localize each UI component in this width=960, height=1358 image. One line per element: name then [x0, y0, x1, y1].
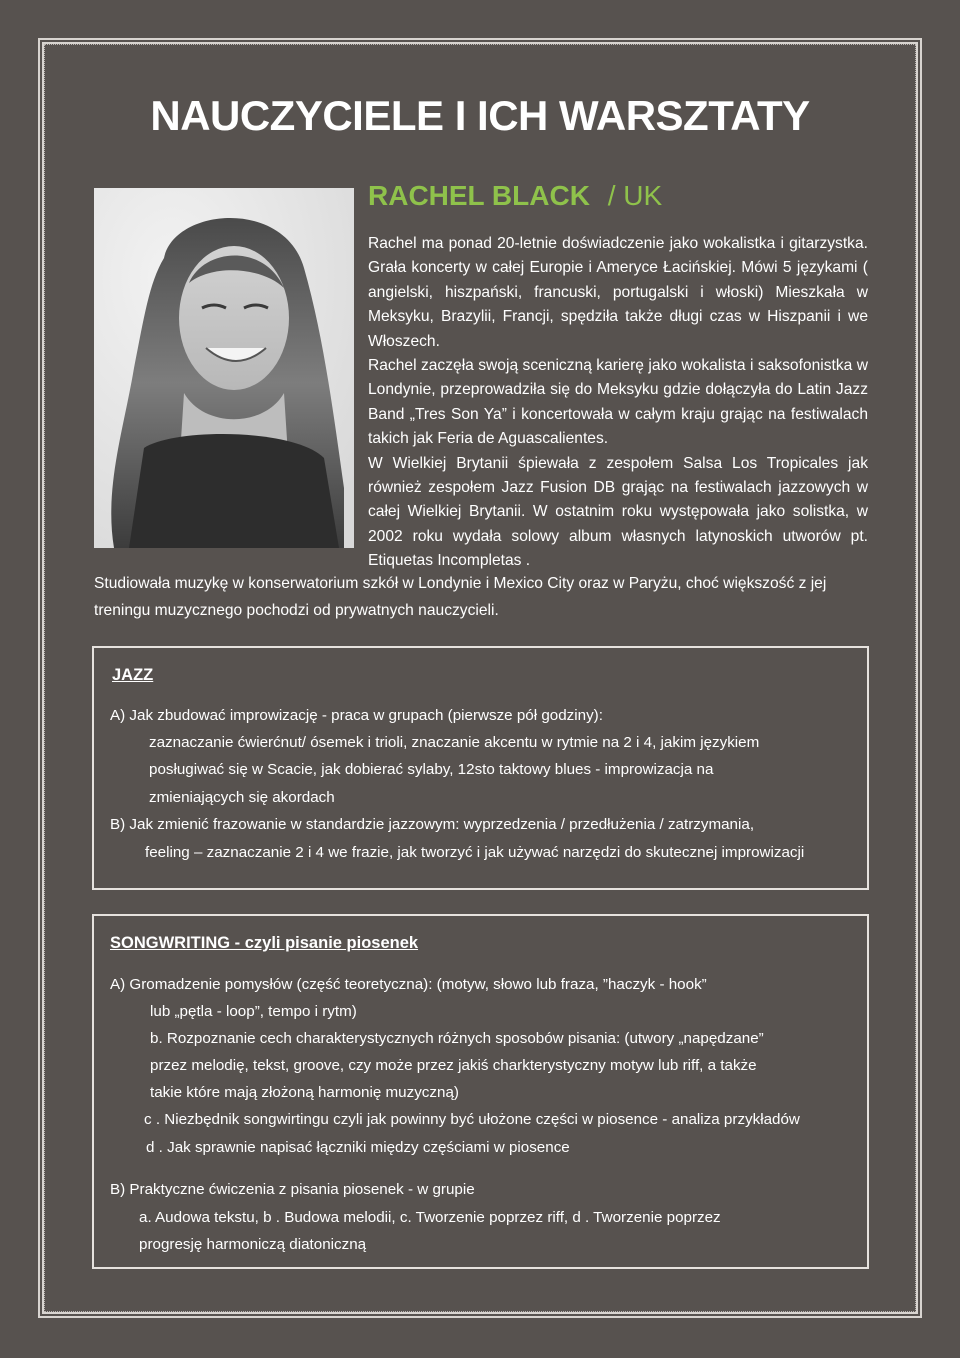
teacher-name: RACHEL BLACK: [368, 180, 590, 211]
songwriting-line: takie które mają złożoną harmonię muzyczną): [150, 1084, 459, 1101]
bio-paragraph: Rachel zaczęła swoją sceniczną karierę jako wokalista i saksofonistka w Londynie, przeprowadziła się do Meksyku gdzie dołączyła do Latin Jazz Band „Tres Son Ya” i koncertowała w całym kraju grając na festiwalach takich jak Feria de Aguascalientes.: [368, 357, 868, 448]
songwriting-line: c . Niezbędnik songwirtingu czyli jak powinny być ułożone części w piosence - analiza przykładów: [144, 1111, 800, 1128]
page-title: NAUCZYCIELE I ICH WARSZTATY: [150, 92, 810, 139]
jazz-title: JAZZ: [112, 666, 154, 684]
teacher-heading: [368, 180, 662, 212]
songwriting-line: lub „pętla - loop”, tempo i rytm): [150, 1003, 357, 1020]
songwriting-line: przez melodię, tekst, groove, czy może przez jakiś charkterystyczny motyw lub riff, a także: [150, 1057, 757, 1074]
teacher-bio-side: [368, 232, 868, 574]
songwriting-line: progresję harmoniczą diatoniczną: [139, 1236, 367, 1253]
jazz-line: A) Jak zbudować improwizację - praca w grupach (pierwsze pół godziny):: [110, 707, 603, 724]
songwriting-line: a. Audowa tekstu, b . Budowa melodii, c. Tworzenie poprzez riff, d . Tworzenie poprzez: [139, 1209, 721, 1226]
songwriting-workshop-box: [92, 914, 869, 1269]
songwriting-line: A) Gromadzenie pomysłów (część teoretyczna): (motyw, słowo lub fraza, ”haczyk - hook”: [110, 976, 707, 993]
teacher-photo: [94, 188, 354, 548]
teacher-country: / UK: [607, 180, 663, 211]
teacher-bio-full: Studiowała muzykę w konserwatorium szkół w Londynie i Mexico City oraz w Paryżu, choć większość z jej treningu muzycznego pochodzi od prywatnych nauczycieli.: [94, 575, 827, 619]
songwriting-line: b. Rozpoznanie cech charakterystycznych różnych sposobów pisania: (utwory „napędzane”: [150, 1030, 764, 1047]
songwriting-line: d . Jak sprawnie napisać łączniki między częściami w piosence: [146, 1139, 570, 1156]
portrait-image: [94, 188, 354, 548]
jazz-workshop-box: [92, 646, 869, 890]
jazz-line: B) Jak zmienić frazowanie w standardzie jazzowym: wyprzedzenia / przedłużenia / zatrzymania,: [110, 816, 755, 833]
jazz-line: zmieniających się akordach: [149, 789, 335, 806]
jazz-line: feeling – zaznaczanie 2 i 4 we frazie, jak tworzyć i jak używać narzędzi do skutecznej improwizacji: [145, 844, 805, 861]
songwriting-title: SONGWRITING - czyli pisanie piosenek: [110, 934, 419, 952]
songwriting-line: B) Praktyczne ćwiczenia z pisania piosenek - w grupie: [110, 1181, 475, 1198]
bio-paragraph: Rachel ma ponad 20-letnie doświadczenie jako wokalistka i gitarzystka. Grała koncerty w całej Europie i Ameryce Łacińskiej. Mówi 5 językami ( angielski, hiszpański, francuski, portugalski i włoski) Mieszkała w Meksyku, Brazylii, Francji, spędziła także długi czas w Hiszpanii i we Włoszech.: [368, 235, 868, 350]
jazz-line: zaznaczanie ćwierćnut/ ósemek i trioli, znaczanie akcentu w rytmie na 2 i 4, jakim językiem: [149, 734, 760, 751]
bio-paragraph: W Wielkiej Brytanii śpiewała z zespołem Salsa Los Tropicales jak również zespołem Jazz Fusion DB grając na festiwalach jazzowych w całej Wielkiej Brytanii. W ostatnim roku występowała jako solistka, w 2002 roku wydała solowy album własnych latynoskich utworów pt. Etiquetas Incompletas .: [368, 454, 868, 570]
jazz-line: posługiwać się w Scacie, jak dobierać sylaby, 12sto taktowy blues - improwizacja na: [149, 761, 714, 778]
